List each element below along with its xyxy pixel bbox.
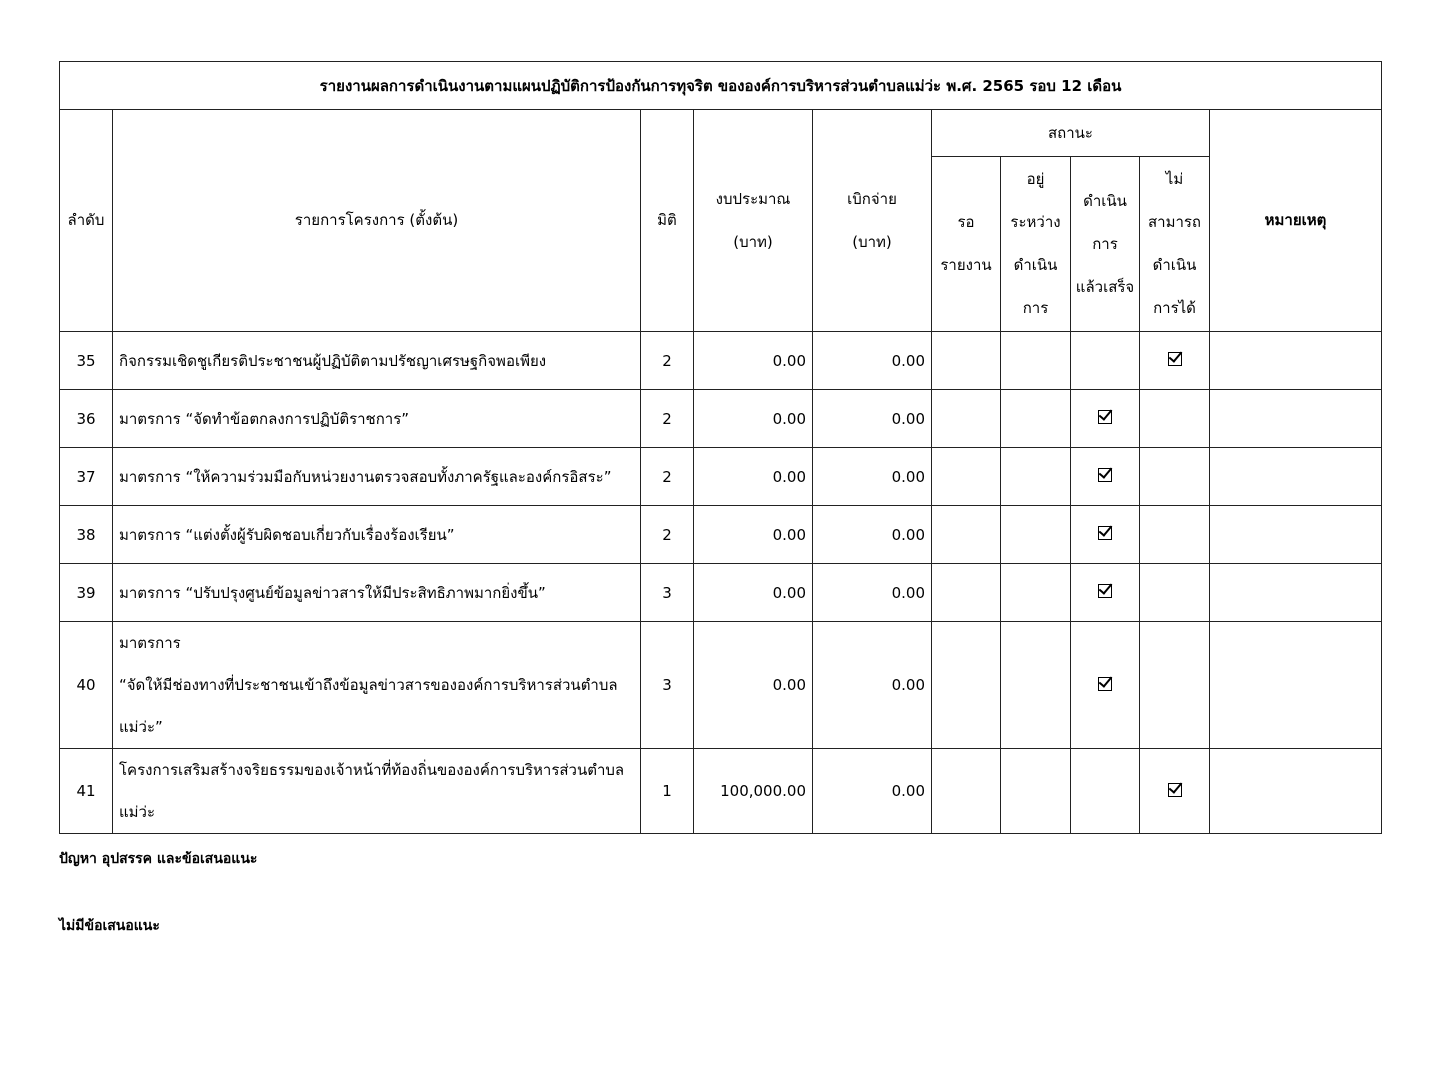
row-status-cell-3 xyxy=(1140,622,1210,749)
row-status-cell-1 xyxy=(1001,506,1071,564)
row-budget: 100,000.00 xyxy=(694,749,813,834)
row-budget: 0.00 xyxy=(694,332,813,390)
table-row xyxy=(60,448,1382,506)
report-title: รายงานผลการดำเนินงานตามแผนปฏิบัติการป้องกันการทุจริต ขององค์การบริหารส่วนตำบลแม่ว่ะ พ.ศ. 2565 รอบ 12 เดือน xyxy=(60,62,1382,110)
row-remark xyxy=(1210,390,1382,448)
header-status-line: รอ xyxy=(957,213,975,231)
row-budget: 0.00 xyxy=(694,390,813,448)
row-status-cell-2 xyxy=(1071,448,1140,506)
row-status-cell-0 xyxy=(932,332,1001,390)
header-status-line: การ xyxy=(1092,234,1118,253)
header-spent-line1: เบิกจ่าย xyxy=(847,189,897,208)
project-name-line: โครงการเสริมสร้างจริยธรรมของเจ้าหน้าที่ท้องถิ่นขององค์การบริหารส่วนตำบลแม่ว่ะ xyxy=(119,761,625,821)
row-number: 41 xyxy=(60,749,113,834)
project-name-line: มาตรการ “ปรับปรุงศูนย์ข้อมูลข่าวสารให้มีประสิทธิภาพมากยิ่งขึ้น” xyxy=(119,583,546,602)
row-number: 36 xyxy=(60,390,113,448)
table-row xyxy=(60,564,1382,622)
table-row xyxy=(60,332,1382,390)
row-project-name xyxy=(113,332,641,390)
problems-text: ไม่มีข้อเสนอแนะ xyxy=(59,918,160,934)
checkbox-checked-icon xyxy=(1168,352,1182,366)
row-spent: 0.00 xyxy=(813,332,932,390)
header-budget-line1: งบประมาณ xyxy=(715,189,791,208)
header-status-line: ดำเนิน xyxy=(1152,256,1197,274)
row-project-name xyxy=(113,448,641,506)
row-spent: 0.00 xyxy=(813,749,932,834)
row-budget: 0.00 xyxy=(694,448,813,506)
header-status-col-3 xyxy=(1140,157,1210,332)
report-table xyxy=(59,61,1382,834)
header-status-line: รายงาน xyxy=(940,256,992,274)
problems-heading: ปัญหา อุปสรรค และข้อเสนอแนะ xyxy=(59,851,258,867)
header-status-line: ระหว่าง xyxy=(1010,213,1061,231)
header-status-col-2 xyxy=(1071,157,1140,332)
row-number: 39 xyxy=(60,564,113,622)
header-status-line: แล้วเสร็จ xyxy=(1075,277,1135,296)
row-number: 40 xyxy=(60,622,113,749)
row-spent: 0.00 xyxy=(813,622,932,749)
header-status-col-1 xyxy=(1001,157,1071,332)
row-dimension: 2 xyxy=(641,332,694,390)
row-project-name xyxy=(113,749,641,834)
row-status-cell-2 xyxy=(1071,332,1140,390)
row-number: 35 xyxy=(60,332,113,390)
row-dimension: 2 xyxy=(641,448,694,506)
row-dimension: 2 xyxy=(641,390,694,448)
row-remark xyxy=(1210,749,1382,834)
row-status-cell-0 xyxy=(932,506,1001,564)
project-name-line: “จัดให้มีช่องทางที่ประชาชนเข้าถึงข้อมูลข่าวสารขององค์การบริหารส่วนตำบล แม่ว่ะ” xyxy=(119,676,618,736)
row-spent: 0.00 xyxy=(813,390,932,448)
row-status-cell-2 xyxy=(1071,390,1140,448)
header-status-line: ดำเนิน xyxy=(1013,256,1058,274)
row-number: 37 xyxy=(60,448,113,506)
project-name-line: มาตรการ xyxy=(119,634,181,652)
header-spent xyxy=(813,110,932,332)
row-spent: 0.00 xyxy=(813,448,932,506)
project-name-line: มาตรการ “จัดทำข้อตกลงการปฏิบัติราชการ” xyxy=(119,409,410,428)
row-spent: 0.00 xyxy=(813,506,932,564)
header-status-line: ดำเนิน xyxy=(1083,191,1127,210)
row-status-cell-1 xyxy=(1001,332,1071,390)
row-status-cell-0 xyxy=(932,749,1001,834)
checkbox-checked-icon xyxy=(1098,468,1112,482)
project-name-line: กิจกรรมเชิดชูเกียรติประชาชนผู้ปฏิบัติตามปรัชญาเศรษฐกิจพอเพียง xyxy=(119,351,547,370)
row-project-name xyxy=(113,564,641,622)
table-row xyxy=(60,749,1382,834)
header-status: สถานะ xyxy=(932,110,1210,157)
row-remark xyxy=(1210,448,1382,506)
row-status-cell-1 xyxy=(1001,622,1071,749)
project-name-line: มาตรการ “แต่งตั้งผู้รับผิดชอบเกี่ยวกับเรื่องร้องเรียน” xyxy=(119,525,455,544)
header-status-line: อยู่ xyxy=(1026,170,1045,188)
row-budget: 0.00 xyxy=(694,564,813,622)
row-status-cell-3 xyxy=(1140,749,1210,834)
project-name-line: มาตรการ “ให้ความร่วมมือกับหน่วยงานตรวจสอบทั้งภาครัฐและองค์กรอิสระ” xyxy=(119,467,612,486)
header-spent-line2: (บาท) xyxy=(852,232,892,251)
row-dimension: 1 xyxy=(641,749,694,834)
row-status-cell-2 xyxy=(1071,506,1140,564)
table-row xyxy=(60,506,1382,564)
row-remark xyxy=(1210,622,1382,749)
row-remark xyxy=(1210,332,1382,390)
header-remark: หมายเหตุ xyxy=(1210,110,1382,332)
row-status-cell-3 xyxy=(1140,564,1210,622)
row-status-cell-0 xyxy=(932,622,1001,749)
row-dimension: 3 xyxy=(641,564,694,622)
row-status-cell-3 xyxy=(1140,506,1210,564)
row-status-cell-0 xyxy=(932,448,1001,506)
header-status-line: การ xyxy=(1022,299,1049,317)
row-status-cell-1 xyxy=(1001,749,1071,834)
row-budget: 0.00 xyxy=(694,506,813,564)
row-status-cell-2 xyxy=(1071,564,1140,622)
row-project-name xyxy=(113,506,641,564)
row-spent: 0.00 xyxy=(813,564,932,622)
row-status-cell-3 xyxy=(1140,332,1210,390)
checkbox-checked-icon xyxy=(1098,526,1112,540)
checkbox-checked-icon xyxy=(1098,677,1112,691)
header-status-col-0 xyxy=(932,157,1001,332)
header-status-line: สามารถ xyxy=(1147,213,1202,231)
row-number: 38 xyxy=(60,506,113,564)
row-remark xyxy=(1210,564,1382,622)
header-budget-line2: (บาท) xyxy=(733,232,773,251)
header-dimension: มิติ xyxy=(641,110,694,332)
row-status-cell-1 xyxy=(1001,390,1071,448)
header-budget xyxy=(694,110,813,332)
header-project: รายการโครงการ (ตั้งต้น) xyxy=(113,110,641,332)
checkbox-checked-icon xyxy=(1098,410,1112,424)
checkbox-checked-icon xyxy=(1168,783,1182,797)
table-row xyxy=(60,622,1382,749)
header-status-line: การได้ xyxy=(1153,299,1196,317)
checkbox-checked-icon xyxy=(1098,584,1112,598)
row-status-cell-1 xyxy=(1001,448,1071,506)
table-row xyxy=(60,390,1382,448)
header-status-line: ไม่ xyxy=(1165,170,1184,188)
row-dimension: 3 xyxy=(641,622,694,749)
row-project-name xyxy=(113,390,641,448)
row-status-cell-0 xyxy=(932,390,1001,448)
row-project-name xyxy=(113,622,641,749)
row-status-cell-0 xyxy=(932,564,1001,622)
row-status-cell-3 xyxy=(1140,390,1210,448)
row-budget: 0.00 xyxy=(694,622,813,749)
row-status-cell-2 xyxy=(1071,622,1140,749)
header-no: ลำดับ xyxy=(60,110,113,332)
row-status-cell-3 xyxy=(1140,448,1210,506)
row-dimension: 2 xyxy=(641,506,694,564)
row-status-cell-2 xyxy=(1071,749,1140,834)
row-status-cell-1 xyxy=(1001,564,1071,622)
row-remark xyxy=(1210,506,1382,564)
